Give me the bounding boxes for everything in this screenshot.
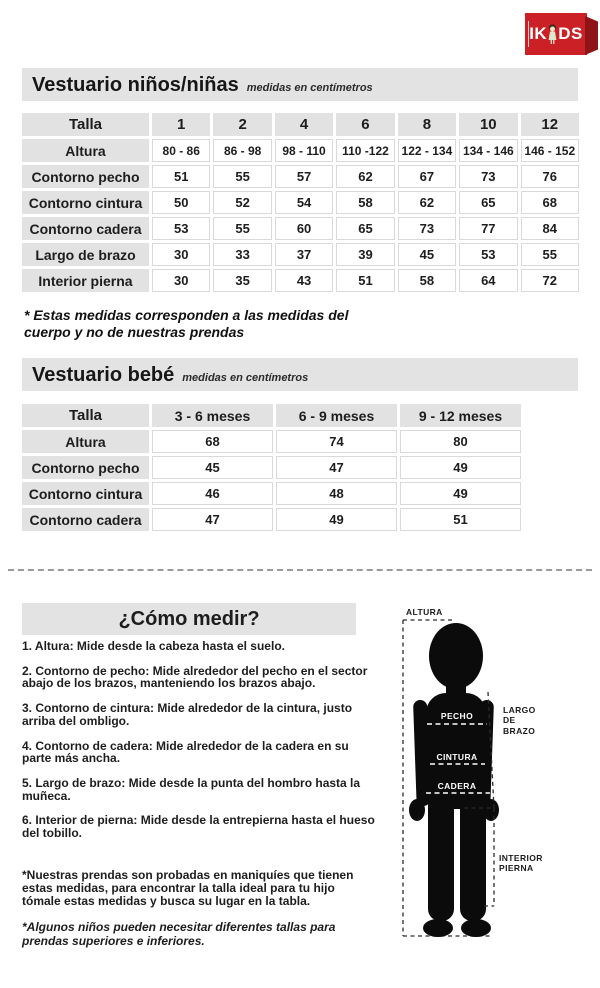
row-label: Altura: [22, 430, 149, 453]
table-row: [22, 139, 579, 162]
value-cell: 77: [459, 217, 517, 240]
table-row: [22, 165, 579, 188]
value-cell: 51: [336, 269, 394, 292]
size-cell: 8: [398, 113, 456, 136]
value-cell: 45: [152, 456, 273, 479]
measuring-figure: [390, 600, 550, 950]
value-cell: 49: [400, 456, 521, 479]
column-header: Talla: [22, 113, 149, 136]
value-cell: 43: [275, 269, 333, 292]
value-cell: 33: [213, 243, 271, 266]
row-label: Contorno cintura: [22, 482, 149, 505]
value-cell: 45: [398, 243, 456, 266]
value-cell: 53: [459, 243, 517, 266]
table-row: [22, 430, 521, 453]
value-cell: 30: [152, 269, 210, 292]
value-cell: 80: [400, 430, 521, 453]
baby-section-header: [22, 358, 578, 391]
baby-section-subtitle: medidas en centímetros: [182, 372, 309, 384]
child-silhouette: [390, 600, 550, 950]
value-cell: 30: [152, 243, 210, 266]
value-cell: 46: [152, 482, 273, 505]
value-cell: 98 - 110: [275, 139, 333, 162]
value-cell: 60: [275, 217, 333, 240]
dashed-divider: [8, 569, 592, 571]
table-row: [22, 456, 521, 479]
howto-section-header: [22, 603, 356, 635]
size-cell: 9 - 12 meses: [400, 404, 521, 427]
row-label: Contorno cadera: [22, 217, 149, 240]
value-cell: 55: [521, 243, 579, 266]
interior-label-line2: PIERNA: [499, 863, 534, 874]
value-cell: 55: [213, 217, 271, 240]
baby-size-table: [19, 401, 524, 534]
howto-step-2: 2. Contorno de pecho: Mide alrededor del pecho en el sector abajo de los brazos, manteniendo los brazos abajo.: [22, 663, 368, 691]
value-cell: 53: [152, 217, 210, 240]
value-cell: 68: [521, 191, 579, 214]
value-cell: 86 - 98: [213, 139, 271, 162]
size-cell: 10: [459, 113, 517, 136]
size-cell: 6 - 9 meses: [276, 404, 397, 427]
value-cell: 62: [336, 165, 394, 188]
table-row: [22, 217, 579, 240]
value-cell: 64: [459, 269, 517, 292]
kids-section-subtitle: medidas en centímetros: [246, 82, 373, 94]
silhouette-shapes: [409, 623, 499, 937]
howto-steps: [22, 640, 376, 948]
table-row: [22, 243, 579, 266]
value-cell: 74: [276, 430, 397, 453]
kids-size-table: [19, 110, 582, 295]
baby-section-title: Vestuario bebé: [32, 364, 175, 386]
howto-step-3: 3. Contorno de cintura: Mide alrededor de la cintura, justo arriba del ombligo.: [22, 701, 353, 728]
ribbon-fold: [585, 16, 598, 55]
value-cell: 84: [521, 217, 579, 240]
interior-label-line1: INTERIOR: [499, 853, 543, 863]
howto-step-6: 6. Interior de pierna: Mide desde la entrepierna hasta el hueso del tobillo.: [22, 813, 375, 841]
row-label: Contorno cintura: [22, 191, 149, 214]
value-cell: 52: [213, 191, 271, 214]
table-row: [22, 508, 521, 531]
value-cell: 51: [152, 165, 210, 188]
largo-label-line1: LARGO DE: [503, 705, 536, 726]
largo-label-line2: BRAZO: [503, 725, 536, 736]
value-cell: 49: [276, 508, 397, 531]
value-cell: 37: [275, 243, 333, 266]
interior-pierna-label: [499, 853, 543, 874]
table-row: [22, 113, 579, 136]
table-row: [22, 404, 521, 427]
value-cell: 76: [521, 165, 579, 188]
brand-text-left: IK: [529, 24, 548, 43]
value-cell: 68: [152, 430, 273, 453]
value-cell: 47: [152, 508, 273, 531]
value-cell: 47: [276, 456, 397, 479]
largo-de-brazo-label: [503, 705, 550, 736]
row-label: Contorno pecho: [22, 165, 149, 188]
value-cell: 50: [152, 191, 210, 214]
value-cell: 57: [275, 165, 333, 188]
value-cell: 73: [459, 165, 517, 188]
value-cell: 65: [336, 217, 394, 240]
row-label: Contorno cadera: [22, 508, 149, 531]
brand-logo: [525, 13, 597, 55]
value-cell: 55: [213, 165, 271, 188]
size-cell: 6: [336, 113, 394, 136]
howto-step-5: 5. Largo de brazo: Mide desde la punta del hombro hasta la muñeca.: [22, 776, 361, 803]
row-label: Largo de brazo: [22, 243, 149, 266]
value-cell: 58: [398, 269, 456, 292]
howto-step-1: 1. Altura: Mide desde la cabeza hasta el suelo.: [22, 639, 285, 653]
value-cell: 134 - 146: [459, 139, 517, 162]
row-label: Contorno pecho: [22, 456, 149, 479]
kids-section-title: Vestuario niños/niñas: [32, 74, 239, 96]
value-cell: 72: [521, 269, 579, 292]
howto-step-4: 4. Contorno de cadera: Mide alrededor de la cadera en su parte más ancha.: [22, 738, 349, 766]
value-cell: 51: [400, 508, 521, 531]
size-cell: 3 - 6 meses: [152, 404, 273, 427]
cadera-label: CADERA: [437, 781, 477, 791]
value-cell: 62: [398, 191, 456, 214]
column-header: Talla: [22, 404, 149, 427]
size-cell: 12: [521, 113, 579, 136]
howto-title: ¿Cómo medir?: [118, 607, 260, 630]
table-row: [22, 482, 521, 505]
value-cell: 80 - 86: [152, 139, 210, 162]
brand-ribbon: [525, 13, 587, 55]
value-cell: 49: [400, 482, 521, 505]
footnote-different-sizes: *Algunos niños pueden necesitar diferentes tallas para prendas superiores e inferiores.: [22, 920, 336, 948]
row-label: Interior pierna: [22, 269, 149, 292]
table-row: [22, 191, 579, 214]
size-cell: 1: [152, 113, 210, 136]
altura-label: ALTURA: [406, 607, 443, 617]
table-row: [22, 269, 579, 292]
brand-text-right: DS: [558, 24, 583, 43]
size-cell: 2: [213, 113, 271, 136]
value-cell: 146 - 152: [521, 139, 579, 162]
size-cell: 4: [275, 113, 333, 136]
value-cell: 58: [336, 191, 394, 214]
value-cell: 110 -122: [336, 139, 394, 162]
value-cell: 39: [336, 243, 394, 266]
cintura-label: CINTURA: [436, 752, 478, 762]
ribbon-edge-mark: [528, 21, 529, 47]
body-measures-note: * Estas medidas corresponden a las medidas del cuerpo y no de nuestras prendas: [24, 307, 349, 340]
pecho-label: PECHO: [440, 711, 474, 721]
footnote-mannequins: *Nuestras prendas son probadas en maniquíes que tienen estas medidas, para encontrar la talla ideal para tu hijo tómale estas medidas y busca su lugar en la tabla.: [22, 867, 354, 909]
value-cell: 65: [459, 191, 517, 214]
value-cell: 54: [275, 191, 333, 214]
value-cell: 67: [398, 165, 456, 188]
doll-icon: [548, 24, 557, 45]
value-cell: 73: [398, 217, 456, 240]
value-cell: 48: [276, 482, 397, 505]
row-label: Altura: [22, 139, 149, 162]
value-cell: 35: [213, 269, 271, 292]
value-cell: 122 - 134: [398, 139, 456, 162]
kids-section-header: [22, 68, 578, 101]
